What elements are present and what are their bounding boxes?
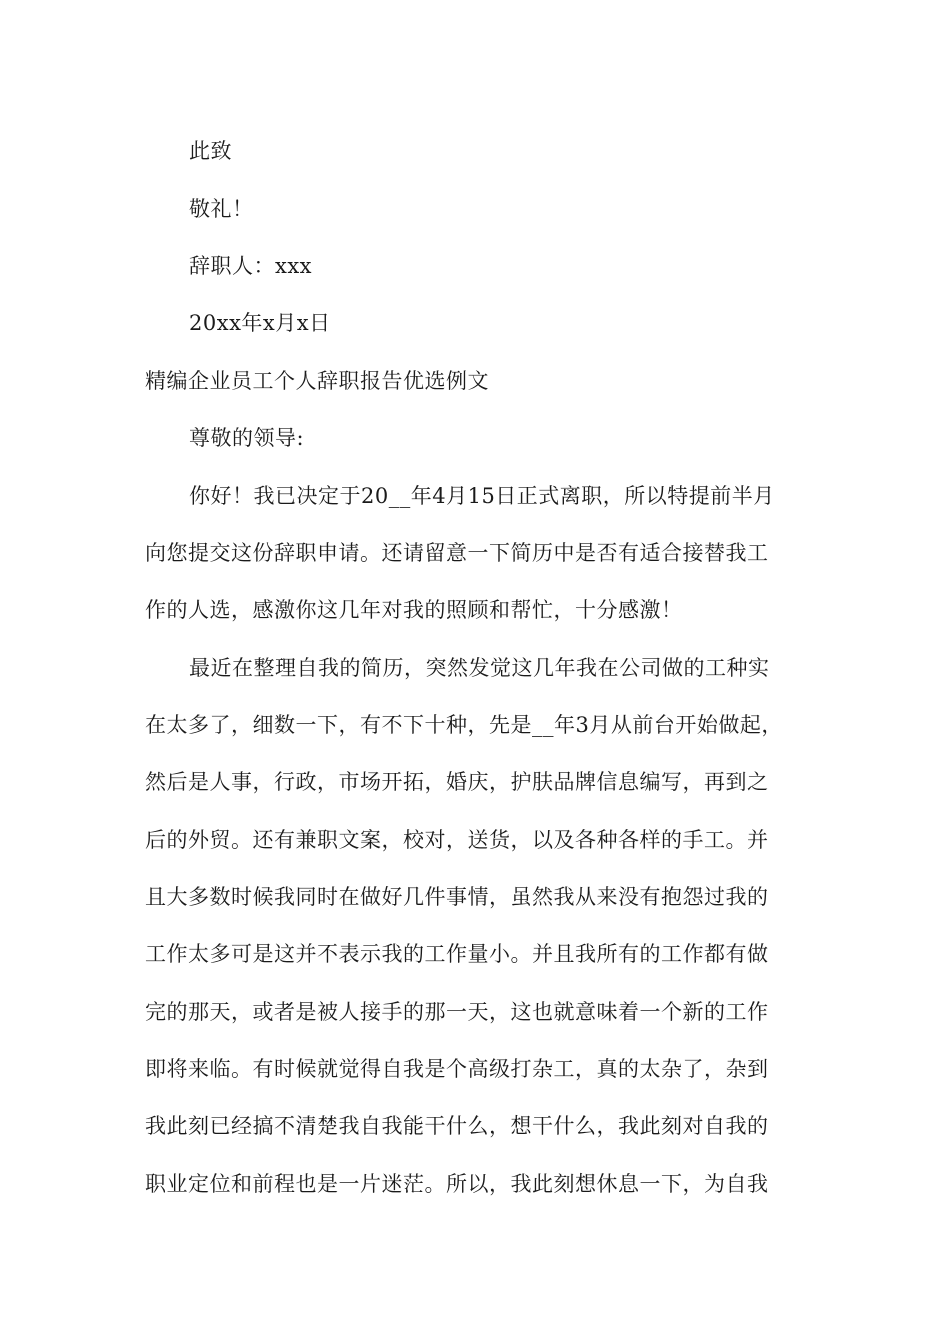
signer-line: 辞职人：xxx <box>189 254 313 278</box>
closing-jing-li: 敬礼！ <box>189 197 254 221</box>
paragraph1-line: 向您提交这份辞职申请。还请留意一下简历中是否有适合接替我工 <box>145 541 769 565</box>
paragraph2-line: 然后是人事，行政，市场开拓，婚庆，护肤品牌信息编写，再到之 <box>145 770 769 794</box>
paragraph2-line: 职业定位和前程也是一片迷茫。所以，我此刻想休息一下，为自我 <box>145 1172 769 1196</box>
closing-ci-zhi: 此致 <box>189 139 232 163</box>
salutation: 尊敬的领导: <box>189 426 305 450</box>
paragraph1-line: 你好！我已决定于20__年4月15日正式离职，所以特提前半月 <box>189 484 775 508</box>
paragraph2-line: 即将来临。有时候就觉得自我是个高级打杂工，真的太杂了，杂到 <box>145 1057 769 1081</box>
paragraph2-line: 且大多数时候我同时在做好几件事情，虽然我从来没有抱怨过我的 <box>145 885 769 909</box>
paragraph2-line: 完的那天，或者是被人接手的那一天，这也就意味着一个新的工作 <box>145 1000 769 1024</box>
paragraph2-line: 我此刻已经搞不清楚我自我能干什么，想干什么，我此刻对自我的 <box>145 1114 769 1138</box>
paragraph2-line: 后的外贸。还有兼职文案，校对，送货，以及各种各样的手工。并 <box>145 828 769 852</box>
article-title: 精编企业员工个人辞职报告优选例文 <box>145 369 489 393</box>
date-line: 20xx年x月x日 <box>189 311 331 335</box>
paragraph1-line: 作的人选，感激你这几年对我的照顾和帮忙，十分感激！ <box>145 598 683 622</box>
paragraph2-line: 在太多了，细数一下，有不下十种，先是__年3月从前台开始做起， <box>145 713 783 737</box>
paragraph2-line: 最近在整理自我的简历，突然发觉这几年我在公司做的工种实 <box>189 656 770 680</box>
paragraph2-line: 工作太多可是这并不表示我的工作量小。并且我所有的工作都有做 <box>145 942 769 966</box>
